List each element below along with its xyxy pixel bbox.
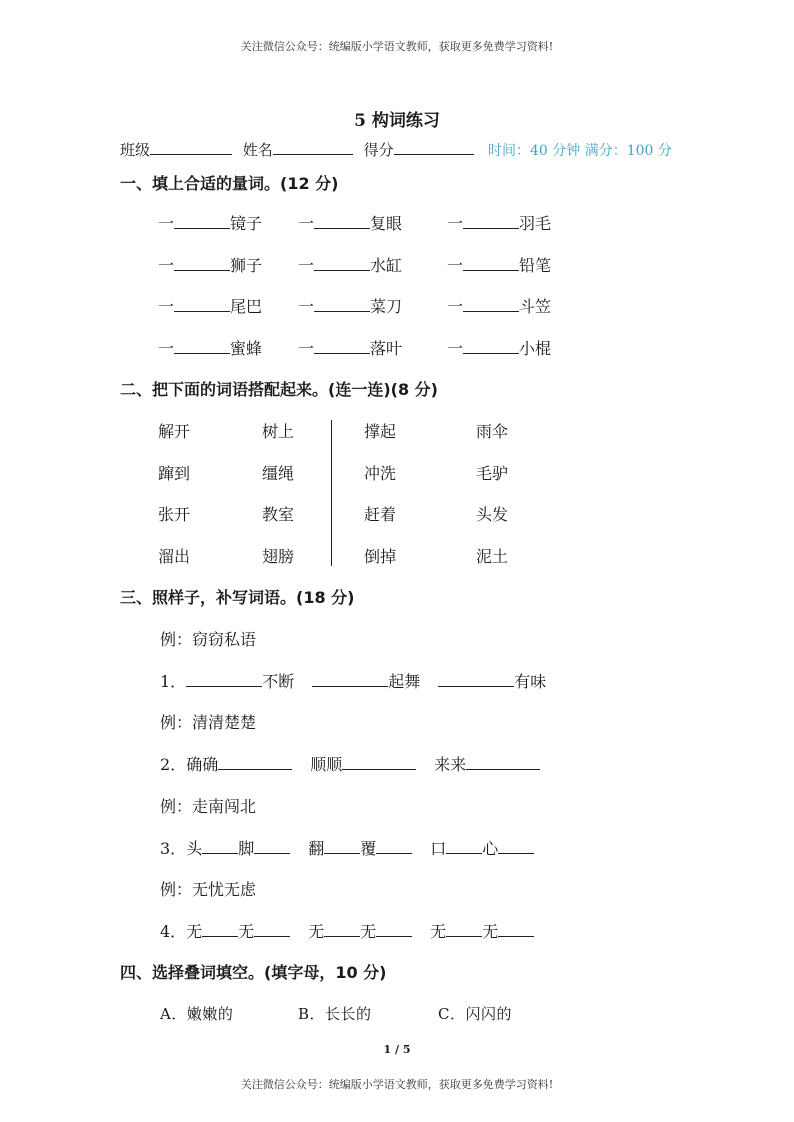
header-note: 关注微信公众号：统编版小学语文教师，获取更多免费学习资料! — [240, 40, 554, 53]
word-text: 确确 — [186, 755, 219, 774]
char-text: 口 — [430, 839, 447, 858]
char-text: 无 — [482, 922, 499, 941]
example-1: 例：窃窃私语 — [160, 630, 257, 649]
question-3 — [160, 836, 534, 859]
answer-blank[interactable] — [254, 922, 290, 937]
section-3-heading: 三、照样子，补写词语。(18 分) — [120, 588, 355, 607]
match-word[interactable]: 张开 — [158, 505, 191, 524]
char-text: 覆 — [360, 839, 377, 858]
answer-blank[interactable] — [314, 256, 370, 271]
answer-blank[interactable] — [174, 339, 230, 354]
word-text: 有味 — [514, 672, 547, 691]
noun-text: 铅笔 — [519, 256, 552, 275]
answer-blank[interactable] — [446, 922, 482, 937]
match-word[interactable]: 蹿到 — [158, 464, 191, 483]
answer-blank[interactable] — [498, 922, 534, 937]
noun-text: 水缸 — [370, 256, 403, 275]
char-text: 无 — [186, 922, 203, 941]
section-4-heading: 四、选择叠词填空。(填字母，10 分) — [120, 963, 387, 982]
measure-word-item — [158, 294, 262, 317]
question-number: 4． — [160, 922, 187, 941]
prefix-text: 一 — [158, 214, 175, 233]
question-number: 1． — [160, 672, 187, 691]
match-word[interactable]: 溜出 — [158, 547, 191, 566]
answer-blank[interactable] — [314, 339, 370, 354]
option-a: A．嫩嫩的 — [160, 1005, 234, 1023]
score-blank[interactable] — [394, 140, 474, 155]
answer-blank[interactable] — [254, 839, 290, 854]
match-word[interactable]: 泥土 — [476, 547, 509, 566]
measure-word-item — [158, 211, 262, 234]
prefix-text: 一 — [447, 339, 464, 358]
page-title: 5 构词练习 — [354, 111, 440, 131]
answer-blank[interactable] — [314, 297, 370, 312]
measure-word-item — [158, 336, 262, 359]
prefix-text: 一 — [158, 339, 175, 358]
match-word[interactable]: 树上 — [262, 422, 295, 441]
noun-text: 尾巴 — [230, 297, 263, 316]
section-1-heading: 一、填上合适的量词。(12 分) — [120, 174, 339, 193]
answer-blank[interactable] — [342, 755, 416, 770]
noun-text: 镜子 — [230, 214, 263, 233]
question-2 — [160, 752, 540, 775]
section-2-heading: 二、把下面的词语搭配起来。(连一连)(8 分) — [120, 380, 438, 399]
answer-blank[interactable] — [314, 214, 370, 229]
measure-word-item — [447, 336, 551, 359]
question-number: 2． — [160, 755, 187, 774]
match-word[interactable]: 解开 — [158, 422, 191, 441]
prefix-text: 一 — [298, 297, 315, 316]
char-text: 翻 — [308, 839, 325, 858]
example-4: 例：无忧无虑 — [160, 880, 257, 899]
measure-word-item — [447, 253, 551, 276]
footer-note: 关注微信公众号：统编版小学语文教师，获取更多免费学习资料! — [240, 1078, 554, 1091]
prefix-text: 一 — [298, 214, 315, 233]
noun-text: 复眼 — [370, 214, 403, 233]
char-text: 头 — [186, 839, 203, 858]
noun-text: 斗笠 — [519, 297, 552, 316]
match-word[interactable]: 翅膀 — [262, 547, 295, 566]
answer-blank[interactable] — [202, 839, 238, 854]
match-word[interactable]: 赶着 — [364, 505, 397, 524]
noun-text: 菜刀 — [370, 297, 403, 316]
answer-blank[interactable] — [174, 297, 230, 312]
name-label: 姓名 — [242, 141, 273, 159]
answer-blank[interactable] — [463, 214, 519, 229]
prefix-text: 一 — [447, 297, 464, 316]
answer-blank[interactable] — [463, 297, 519, 312]
measure-word-item — [447, 294, 551, 317]
answer-blank[interactable] — [463, 339, 519, 354]
match-word[interactable]: 撑起 — [364, 422, 397, 441]
answer-blank[interactable] — [466, 755, 540, 770]
answer-blank[interactable] — [376, 839, 412, 854]
question-number: 3． — [160, 839, 187, 858]
noun-text: 蜜蜂 — [230, 339, 263, 358]
match-word[interactable]: 头发 — [476, 505, 509, 524]
word-text: 顺顺 — [310, 755, 343, 774]
noun-text: 落叶 — [370, 339, 403, 358]
prefix-text: 一 — [158, 297, 175, 316]
answer-blank[interactable] — [324, 922, 360, 937]
match-word[interactable]: 倒掉 — [364, 547, 397, 566]
prefix-text: 一 — [447, 214, 464, 233]
prefix-text: 一 — [158, 256, 175, 275]
match-word[interactable]: 教室 — [262, 505, 295, 524]
measure-word-item — [298, 294, 402, 317]
answer-blank[interactable] — [218, 755, 292, 770]
name-blank[interactable] — [273, 140, 353, 155]
time-info: 时间：40 分钟 满分：100 分 — [488, 143, 672, 159]
measure-word-item — [158, 253, 262, 276]
example-3: 例：走南闯北 — [160, 797, 257, 816]
noun-text: 小棍 — [519, 339, 552, 358]
answer-blank[interactable] — [324, 839, 360, 854]
info-row — [120, 139, 474, 160]
measure-word-item — [298, 253, 402, 276]
answer-blank[interactable] — [446, 839, 482, 854]
match-word[interactable]: 冲洗 — [364, 464, 397, 483]
answer-blank[interactable] — [438, 672, 514, 687]
prefix-text: 一 — [447, 256, 464, 275]
prefix-text: 一 — [298, 256, 315, 275]
noun-text: 狮子 — [230, 256, 263, 275]
option-c: C．闪闪的 — [438, 1005, 512, 1023]
measure-word-item — [447, 211, 551, 234]
answer-blank[interactable] — [376, 922, 412, 937]
class-label: 班级 — [120, 141, 151, 159]
answer-blank[interactable] — [186, 672, 262, 687]
word-text: 来来 — [434, 755, 467, 774]
char-text: 无 — [238, 922, 255, 941]
answer-blank[interactable] — [463, 256, 519, 271]
score-label: 得分 — [363, 141, 394, 159]
class-blank[interactable] — [150, 140, 232, 155]
section-2-divider — [331, 420, 332, 566]
char-text: 心 — [482, 839, 499, 858]
example-2: 例：清清楚楚 — [160, 713, 257, 732]
char-text: 无 — [360, 922, 377, 941]
option-b: B．长长的 — [298, 1005, 372, 1023]
char-text: 无 — [430, 922, 447, 941]
noun-text: 羽毛 — [519, 214, 552, 233]
question-1 — [160, 669, 546, 692]
answer-blank[interactable] — [174, 214, 230, 229]
word-text: 不断 — [262, 672, 295, 691]
answer-blank[interactable] — [498, 839, 534, 854]
measure-word-item — [298, 211, 402, 234]
answer-blank[interactable] — [312, 672, 388, 687]
match-word[interactable]: 毛驴 — [476, 464, 509, 483]
char-text: 脚 — [238, 839, 255, 858]
page-number: 1 / 5 — [383, 1043, 411, 1056]
prefix-text: 一 — [298, 339, 315, 358]
measure-word-item — [298, 336, 402, 359]
word-text: 起舞 — [388, 672, 421, 691]
answer-blank[interactable] — [174, 256, 230, 271]
answer-blank[interactable] — [202, 922, 238, 937]
match-word[interactable]: 雨伞 — [476, 422, 509, 441]
match-word[interactable]: 缰绳 — [262, 464, 295, 483]
question-4 — [160, 919, 534, 942]
char-text: 无 — [308, 922, 325, 941]
